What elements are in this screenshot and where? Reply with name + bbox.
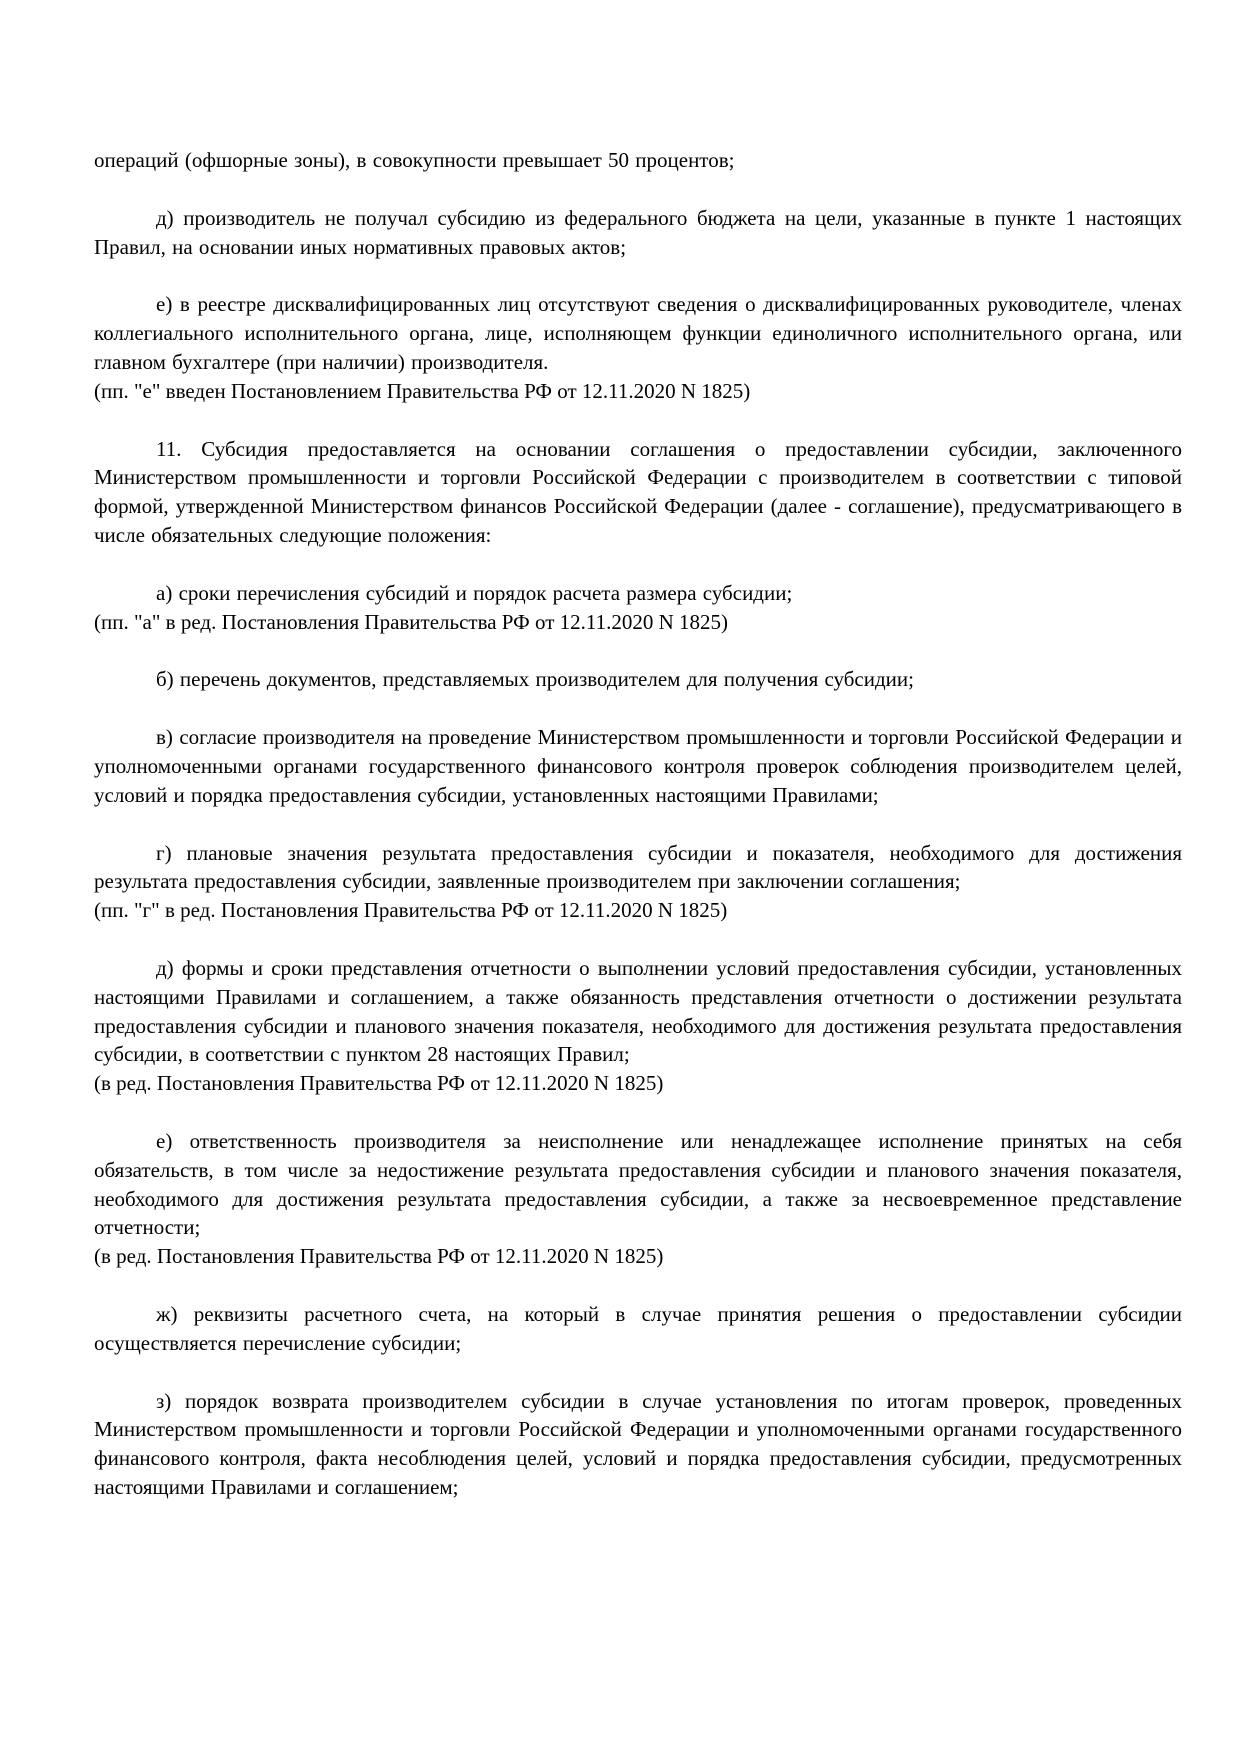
document-paragraph: е) ответственность производителя за неисполнение или ненадлежащее исполнение принятых на себя обязательств, в том числе за недостижение результата предоставления субсидии и планового значения показателя, необходимого для достижения результата предоставления субсидии, а также за несвоевременное представление отчетности; xyxy=(94,1128,1182,1240)
amendment-note: (пп. "а" в ред. Постановления Правительства РФ от 12.11.2020 N 1825) xyxy=(94,609,728,634)
document-paragraph: б) перечень документов, представляемых производителем для получения субсидии; xyxy=(156,667,914,692)
document-paragraph: г) плановые значения результата предоставления субсидии и показателя, необходимого для достижения результата предоставления субсидии, заявленные производителем при заключении соглашения; xyxy=(94,840,1182,894)
document-paragraph: д) производитель не получал субсидию из федерального бюджета на цели, указанные в пункте 1 настоящих Правил, на основании иных нормативных правовых актов; xyxy=(94,205,1182,259)
amendment-note: (в ред. Постановления Правительства РФ от 12.11.2020 N 1825) xyxy=(94,1244,664,1269)
document-paragraph: ж) реквизиты расчетного счета, на который в случае принятия решения о предоставлении субсидии осуществляется перечисление субсидии; xyxy=(94,1301,1182,1355)
document-paragraph: 11. Субсидия предоставляется на основании соглашения о предоставлении субсидии, заключенного Министерством промышленности и торговли Российской Федерации с производителем в соответствии с типовой формой, утвержденной Министерством финансов Российской Федерации (далее - соглашение), предусматривающего в числе обязательных следующие положения: xyxy=(94,436,1182,547)
document-paragraph: е) в реестре дисквалифицированных лиц отсутствуют сведения о дисквалифицированных руководителе, членах коллегиального исполнительного органа, лице, исполняющем функции единоличного исполнительного органа, или главном бухгалтере (при наличии) производителя. xyxy=(94,292,1182,374)
document-paragraph: з) порядок возврата производителем субсидии в случае установления по итогам проверок, проведенных Министерством промышленности и торговли Российской Федерации и уполномоченными органами государственного финансового контроля, факта несоблюдения целей, условий и порядка предоставления субсидии, предусмотренных настоящими Правилами и соглашением; xyxy=(94,1388,1182,1499)
document-paragraph: операций (офшорные зоны), в совокупности превышает 50 процентов; xyxy=(94,148,735,172)
amendment-note: (в ред. Постановления Правительства РФ от 12.11.2020 N 1825) xyxy=(94,1071,664,1096)
amendment-note: (пп. "е" введен Постановлением Правительства РФ от 12.11.2020 N 1825) xyxy=(94,378,751,403)
amendment-note: (пп. "г" в ред. Постановления Правительства РФ от 12.11.2020 N 1825) xyxy=(94,898,728,923)
document-paragraph: а) сроки перечисления субсидий и порядок расчета размера субсидии; xyxy=(156,580,793,605)
document-paragraph: д) формы и сроки представления отчетности о выполнении условий предоставления субсидии, установленных настоящими Правилами и соглашением, а также обязанность представления отчетности о достижении результата предоставления субсидии и планового значения показателя, необходимого для достижения результата предоставления субсидии, в соответствии с пунктом 28 настоящих Правил; xyxy=(94,955,1182,1067)
document-paragraph: в) согласие производителя на проведение Министерством промышленности и торговли Российской Федерации и уполномоченными органами государственного финансового контроля проверок соблюдения производителем целей, условий и порядка предоставления субсидии, установленных настоящими Правилами; xyxy=(94,725,1182,807)
